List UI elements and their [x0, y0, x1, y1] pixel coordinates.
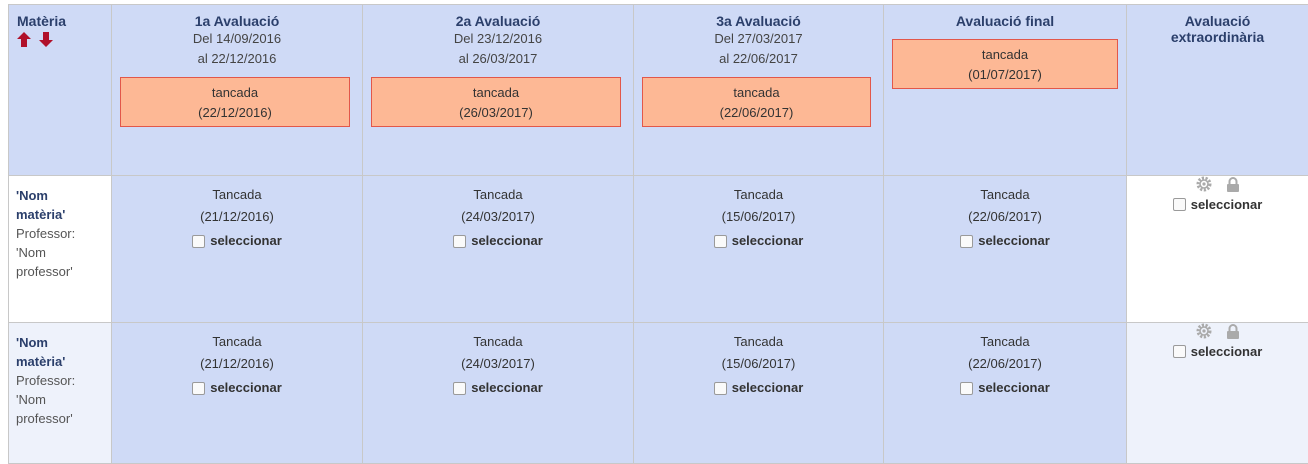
subject-column-header: [9, 5, 112, 176]
period-end: al 26/03/2017: [363, 49, 633, 69]
subject-professor: [16, 371, 111, 428]
subject-name: [16, 186, 111, 224]
select-label: seleccionar: [210, 230, 282, 252]
select-label: seleccionar: [1191, 344, 1263, 359]
subject-cell: [9, 176, 112, 323]
final-closed-badge: [892, 39, 1118, 89]
evaluations-table: [8, 4, 1308, 464]
select-label: seleccionar: [210, 377, 282, 399]
period-closed-badge: [642, 77, 871, 127]
extra-header: [1127, 5, 1308, 176]
select-label: seleccionar: [732, 377, 804, 399]
evaluation-cell: [634, 323, 884, 464]
period-end: al 22/12/2016: [112, 49, 362, 69]
period-start: Del 23/12/2016: [363, 29, 633, 49]
final-title: Avaluació final: [884, 13, 1126, 29]
cell-status: Tancada: [884, 184, 1126, 206]
table-row: [9, 176, 1308, 323]
cell-status: Tancada: [112, 331, 362, 353]
evaluation-cell: [884, 176, 1127, 323]
select-option[interactable]: [960, 230, 1050, 252]
select-checkbox[interactable]: [192, 235, 205, 248]
closed-status: tancada: [372, 83, 620, 103]
select-label: seleccionar: [1191, 197, 1263, 212]
cell-date: (24/03/2017): [363, 353, 633, 375]
period-start: Del 27/03/2017: [634, 29, 883, 49]
professor-line2: professor': [16, 411, 73, 426]
extra-icons: [1127, 176, 1308, 193]
select-checkbox[interactable]: [453, 235, 466, 248]
closed-status: tancada: [893, 45, 1117, 65]
closed-date: (26/03/2017): [372, 103, 620, 123]
select-option[interactable]: [714, 230, 804, 252]
select-option[interactable]: [192, 377, 282, 399]
sort-controls: [17, 32, 111, 47]
select-option[interactable]: [1173, 197, 1263, 212]
select-label: seleccionar: [978, 377, 1050, 399]
select-option[interactable]: [960, 377, 1050, 399]
select-checkbox[interactable]: [960, 382, 973, 395]
subject-name-line2: matèria': [16, 207, 65, 222]
select-label: seleccionar: [978, 230, 1050, 252]
select-label: seleccionar: [471, 377, 543, 399]
extra-title-line2: extraordinària: [1171, 29, 1264, 45]
select-option[interactable]: [192, 230, 282, 252]
arrow-down-icon[interactable]: [39, 32, 53, 47]
cell-status: Tancada: [363, 184, 633, 206]
closed-status: tancada: [121, 83, 349, 103]
subject-name: [16, 333, 111, 371]
extra-icons: [1127, 323, 1308, 340]
lock-icon[interactable]: [1226, 323, 1240, 340]
professor-label: Professor:: [16, 373, 75, 388]
evaluation-cell: [112, 176, 363, 323]
cell-status: Tancada: [634, 331, 883, 353]
gear-icon[interactable]: [1196, 176, 1212, 192]
select-label: seleccionar: [471, 230, 543, 252]
extra-title: [1127, 13, 1308, 45]
period-closed-badge: [120, 77, 350, 127]
closed-date: (22/12/2016): [121, 103, 349, 123]
cell-status: Tancada: [634, 184, 883, 206]
lock-icon[interactable]: [1226, 176, 1240, 193]
evaluation-cell: [884, 323, 1127, 464]
select-checkbox[interactable]: [1173, 345, 1186, 358]
select-checkbox[interactable]: [714, 235, 727, 248]
select-checkbox[interactable]: [1173, 198, 1186, 211]
subject-name-line1: 'Nom: [16, 335, 48, 350]
subject-name-line1: 'Nom: [16, 188, 48, 203]
cell-date: (15/06/2017): [634, 353, 883, 375]
evaluation-cell: [634, 176, 884, 323]
period-end: al 22/06/2017: [634, 49, 883, 69]
select-checkbox[interactable]: [714, 382, 727, 395]
professor-label: Professor:: [16, 226, 75, 241]
cell-date: (15/06/2017): [634, 206, 883, 228]
period-title: 2a Avaluació: [363, 13, 633, 29]
select-checkbox[interactable]: [453, 382, 466, 395]
select-checkbox[interactable]: [192, 382, 205, 395]
subject-cell: [9, 323, 112, 464]
closed-status: tancada: [643, 83, 870, 103]
cell-date: (24/03/2017): [363, 206, 633, 228]
evaluation-cell: [363, 176, 634, 323]
professor-line1: 'Nom: [16, 245, 46, 260]
period-header-2: [363, 5, 634, 176]
select-option[interactable]: [453, 230, 543, 252]
extra-cell: [1127, 176, 1308, 323]
header-row: [9, 5, 1308, 176]
select-label: seleccionar: [732, 230, 804, 252]
period-closed-badge: [371, 77, 621, 127]
period-header-3: [634, 5, 884, 176]
closed-date: (01/07/2017): [893, 65, 1117, 85]
cell-date: (21/12/2016): [112, 206, 362, 228]
arrow-up-icon[interactable]: [17, 32, 31, 47]
table-row: [9, 323, 1308, 464]
cell-status: Tancada: [884, 331, 1126, 353]
period-start: Del 14/09/2016: [112, 29, 362, 49]
cell-date: (22/06/2017): [884, 353, 1126, 375]
gear-icon[interactable]: [1196, 323, 1212, 339]
professor-line2: professor': [16, 264, 73, 279]
select-option[interactable]: [714, 377, 804, 399]
subject-professor: [16, 224, 111, 281]
cell-status: Tancada: [112, 184, 362, 206]
select-option[interactable]: [1173, 344, 1263, 359]
cell-date: (21/12/2016): [112, 353, 362, 375]
period-header-1: [112, 5, 363, 176]
evaluation-cell: [112, 323, 363, 464]
professor-line1: 'Nom: [16, 392, 46, 407]
closed-date: (22/06/2017): [643, 103, 870, 123]
select-checkbox[interactable]: [960, 235, 973, 248]
final-header: [884, 5, 1127, 176]
period-title: 1a Avaluació: [112, 13, 362, 29]
extra-title-line1: Avaluació: [1185, 13, 1251, 29]
cell-status: Tancada: [363, 331, 633, 353]
subject-name-line2: matèria': [16, 354, 65, 369]
period-title: 3a Avaluació: [634, 13, 883, 29]
subject-column-title: Matèria: [17, 13, 111, 29]
evaluation-cell: [363, 323, 634, 464]
select-option[interactable]: [453, 377, 543, 399]
cell-date: (22/06/2017): [884, 206, 1126, 228]
extra-cell: [1127, 323, 1308, 464]
